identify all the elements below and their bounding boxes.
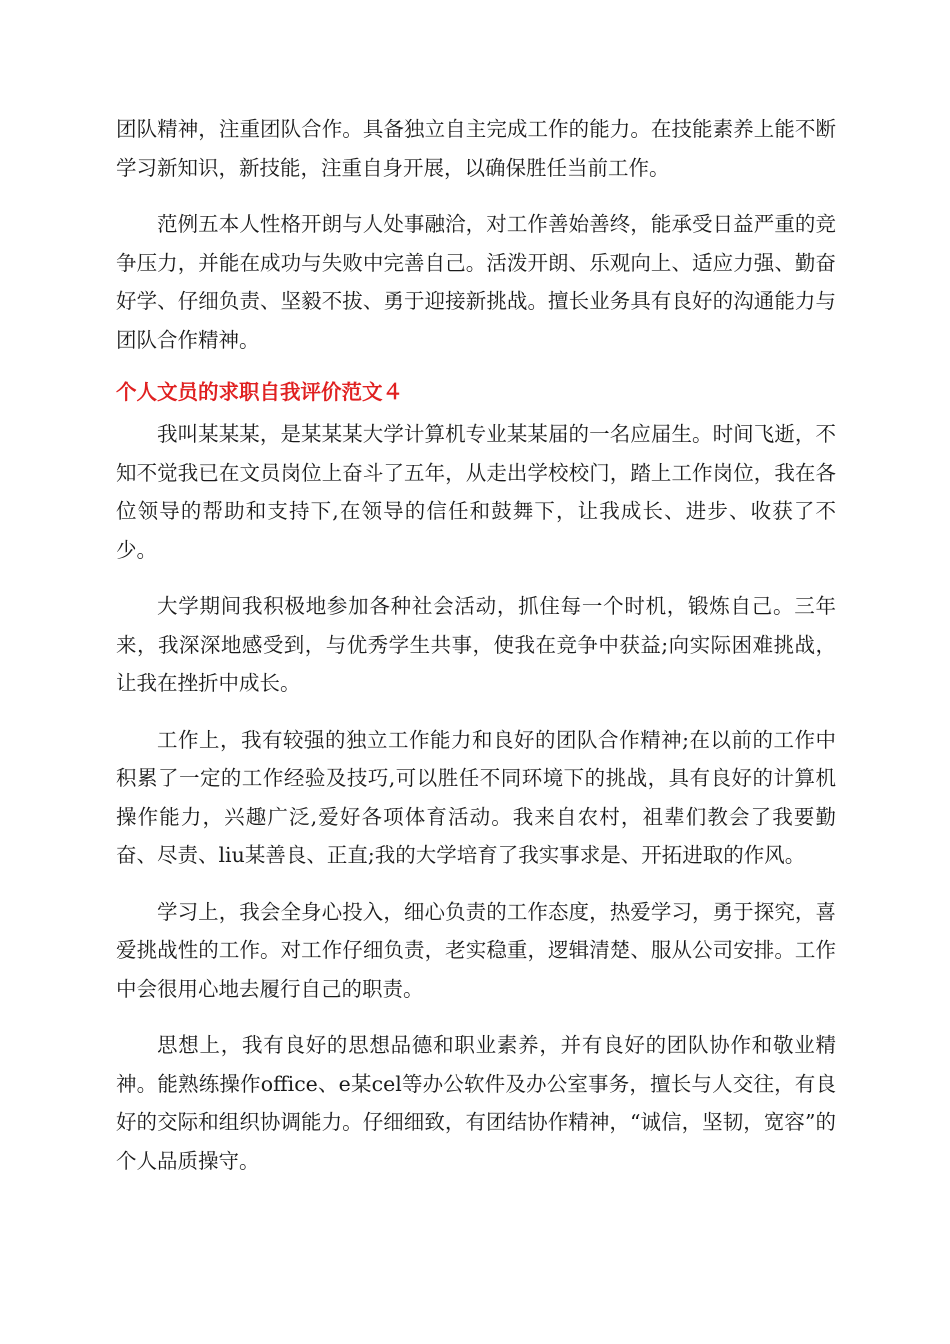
paragraph-4: 大学期间我积极地参加各种社会活动，抓住每一个时机，锻炼自己。三年来，我深深地感受到，与优秀学生共事，使我在竞争中获益;向实际困难挑战，让我在挫折中成长。 [116,594,836,695]
paragraph-3: 我叫某某某，是某某某大学计算机专业某某届的一名应届生。时间飞逝，不知不觉我已在文员岗位上奋斗了五年，从走出学校校门，踏上工作岗位，我在各位领导的帮助和支持下,在领导的信任和鼓舞下，让我成长、进步、收获了不少。 [116,422,836,562]
paragraph-6: 学习上，我会全身心投入，细心负责的工作态度，热爱学习，勇于探究，喜爱挑战性的工作。对工作仔细负责，老实稳重，逻辑清楚、服从公司安排。工作中会很用心地去履行自己的职责。 [116,899,836,1001]
paragraph-5: 工作上，我有较强的独立工作能力和良好的团队合作精神;在以前的工作中积累了一定的工作经验及技巧,可以胜任不同环境下的挑战，具有良好的计算机操作能力，兴趣广泛,爱好各项体育活动。我来自农村，祖辈们教会了我要勤奋、尽责、liu某善良、正直;我的大学培育了我实事求是、开拓进取的作风。 [116,727,836,867]
section-heading: 个人文员的求职自我评价范文４ [116,380,403,404]
paragraph-2: 范例五本人性格开朗与人处事融洽，对工作善始善终，能承受日益严重的竞争压力，并能在成功与失败中完善自己。活泼开朗、乐观向上、适应力强、勤奋好学、仔细负责、坚毅不拔、勇于迎接新挑战。擅长业务具有良好的沟通能力与团队合作精神。 [116,212,836,352]
paragraph-1: 团队精神，注重团队合作。具备独立自主完成工作的能力。在技能素养上能不断学习新知识，新技能，注重自身开展，以确保胜任当前工作。 [116,117,836,180]
paragraph-7: 思想上，我有良好的思想品德和职业素养，并有良好的团队协作和敬业精神。能熟练操作office、e某cel等办公软件及办公室事务，擅长与人交往，有良好的交际和组织协调能力。仔细细致，有团结协作精神，“诚信，坚韧，宽容”的个人品质操守。 [116,1033,836,1173]
document-page [116,110,836,1198]
